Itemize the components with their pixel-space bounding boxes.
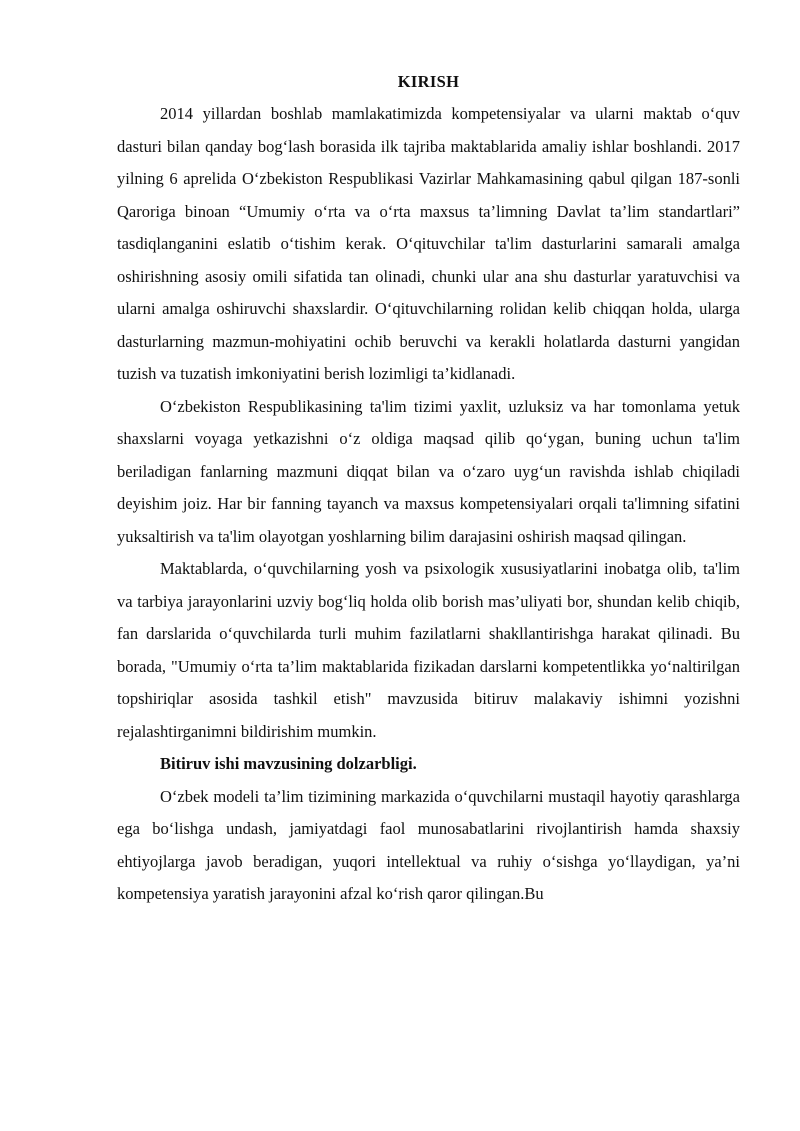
page-title: KIRISH — [397, 72, 460, 91]
paragraph-2: O‘zbekiston Respublikasining ta'lim tizimi yaxlit, uzluksiz va har tomonlama yetuk shaxslarni voyaga yetkazishni o‘z oldiga maqsad qilib qo‘ygan, buning uchun ta'lim beriladigan fanlarning mazmuni diqqat bilan va o‘zaro uyg‘un ravishda ishlab chiqiladi deyishim joiz. Har bir fanning tayanch va maxsus kompetensiyalari orqali ta'limning sifatini yuksaltirish va ta'lim olayotgan yoshlarning bilim darajasini oshirish maqsad qilingan. — [117, 396, 740, 546]
paragraph-1: 2014 yillardan boshlab mamlakatimizda kompetensiyalar va ularni maktab o‘quv dasturi bilan qanday bog‘lash borasida ilk tajriba maktablarida amaliy ishlar boshlandi. 2017 yilning 6 aprelida O‘zbekiston Respublikasi Vazirlar Mahkamasining qabul qilgan 187-sonli Qaroriga binoan “Umumiy o‘rta va o‘rta maxsus ta’limning Davlat ta’lim standartlari” tasdiqlanganini eslatib o‘tishim kerak. O‘qituvchilar ta'lim dasturlarini samarali amalga oshirishning asosiy omili sifatida tan olinadi, chunki ular ana shu dasturlar yaratuvchisi va ularni amalga oshiruvchi shaxslardir. O‘qituvchilarning rolidan kelib chiqqan holda, ularga dasturlarning mazmun-mohiyatini ochib beruvchi va kerakli holatlarda dasturni yangidan tuzish va tuzatish imkoniyatini berish lozimligi ta’kidlanadi. — [117, 104, 740, 383]
section-heading: Bitiruv ishi mavzusining dolzarbligi. — [160, 754, 417, 773]
paragraph-4: O‘zbek modeli ta’lim tizimining markazida o‘quvchilarni mustaqil hayotiy qarashlarga ega bo‘lishga undash, jamiyatdagi faol munosabatlarini rivojlantirish hamda shaxsiy ehtiyojlarga javob beradigan, yuqori intellektual va ruhiy o‘sishga yo‘llaydigan, ya’ni kompetensiya yaratish jarayonini afzal ko‘rish qaror qilingan.Bu — [117, 786, 740, 903]
document-body — [117, 72, 740, 911]
paragraph-3: Maktablarda, o‘quvchilarning yosh va psixologik xususiyatlarini inobatga olib, ta'lim va tarbiya jarayonlarini uzviy bog‘liq holda olib borish mas’uliyati bor, shundan kelib chiqib, fan darslarida o‘quvchilarda turli muhim fazilatlarni shakllantirishga harakat qilinadi. Bu borada, "Umumiy o‘rta ta’lim maktablarida fizikadan darslarni kompetentlikka yo‘naltirilgan topshiriqlar asosida tashkil etish" mavzusida bitiruv malakaviy ishimni yozishni rejalashtirganimni bildirishim mumkin. — [117, 559, 740, 741]
